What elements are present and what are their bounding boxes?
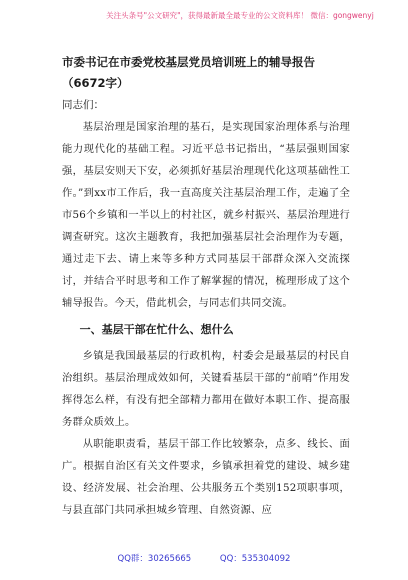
paragraph-duties: 从职能职责看，基层干部工作比较繁杂，点多、线长、面广。根据自治区有关文件要求，乡镇承担着党的建设、城乡建设、经济发展、社会治理、公共服务五个类别152项职事项，与县直部门共同承担城乡管理、自然资源、应 xyxy=(62,438,350,516)
salutation: 同志们： xyxy=(62,99,104,111)
footer-qq: QQ：535304092 xyxy=(219,554,291,564)
document-title: 市委书记在市委党校基层党员培训班上的辅导报告（6672字） xyxy=(62,55,315,90)
footer-qq-group: QQ群：30265665 xyxy=(117,554,192,564)
header-promo-banner: 关注头条号"公文研究"，获得最新最全最专业的公文资料库！ 微信：gongwenyj xyxy=(106,11,374,20)
paragraph-intro: 基层治理是国家治理的基石，是实现国家治理体系与治理能力现代化的基础工程。习近平总书记指出，“基层强则国家强，基层安则天下安，必须抓好基层治理现代化这项基础性工作。”到xx市工作后，我一直高度关注基层治理工作，走遍了全市56个乡镇和一半以上的村社区，就乡村振兴、基层治理进行调查研究。这次主题教育，我把加强基层社会治理作为专题，通过走下去、请上来等多种方式同基层干部群众深入交流探讨，并结合平时思考和工作了解掌握的情况，梳理形成了这个辅导报告。今天，借此机会，与同志们共同交流。 xyxy=(62,121,350,309)
section-heading: 一、基层干部在忙什么、想什么 xyxy=(79,323,234,336)
footer-contact xyxy=(0,552,408,564)
document-body xyxy=(62,52,350,521)
paragraph-township: 乡镇是我国最基层的行政机构，村委会是最基层的村民自治组织。基层治理成效如何，关键看基层干部的“前哨”作用发挥得怎么样，有没有把全部精力都用在做好本职工作、提高服务群众质效上。 xyxy=(62,350,350,428)
